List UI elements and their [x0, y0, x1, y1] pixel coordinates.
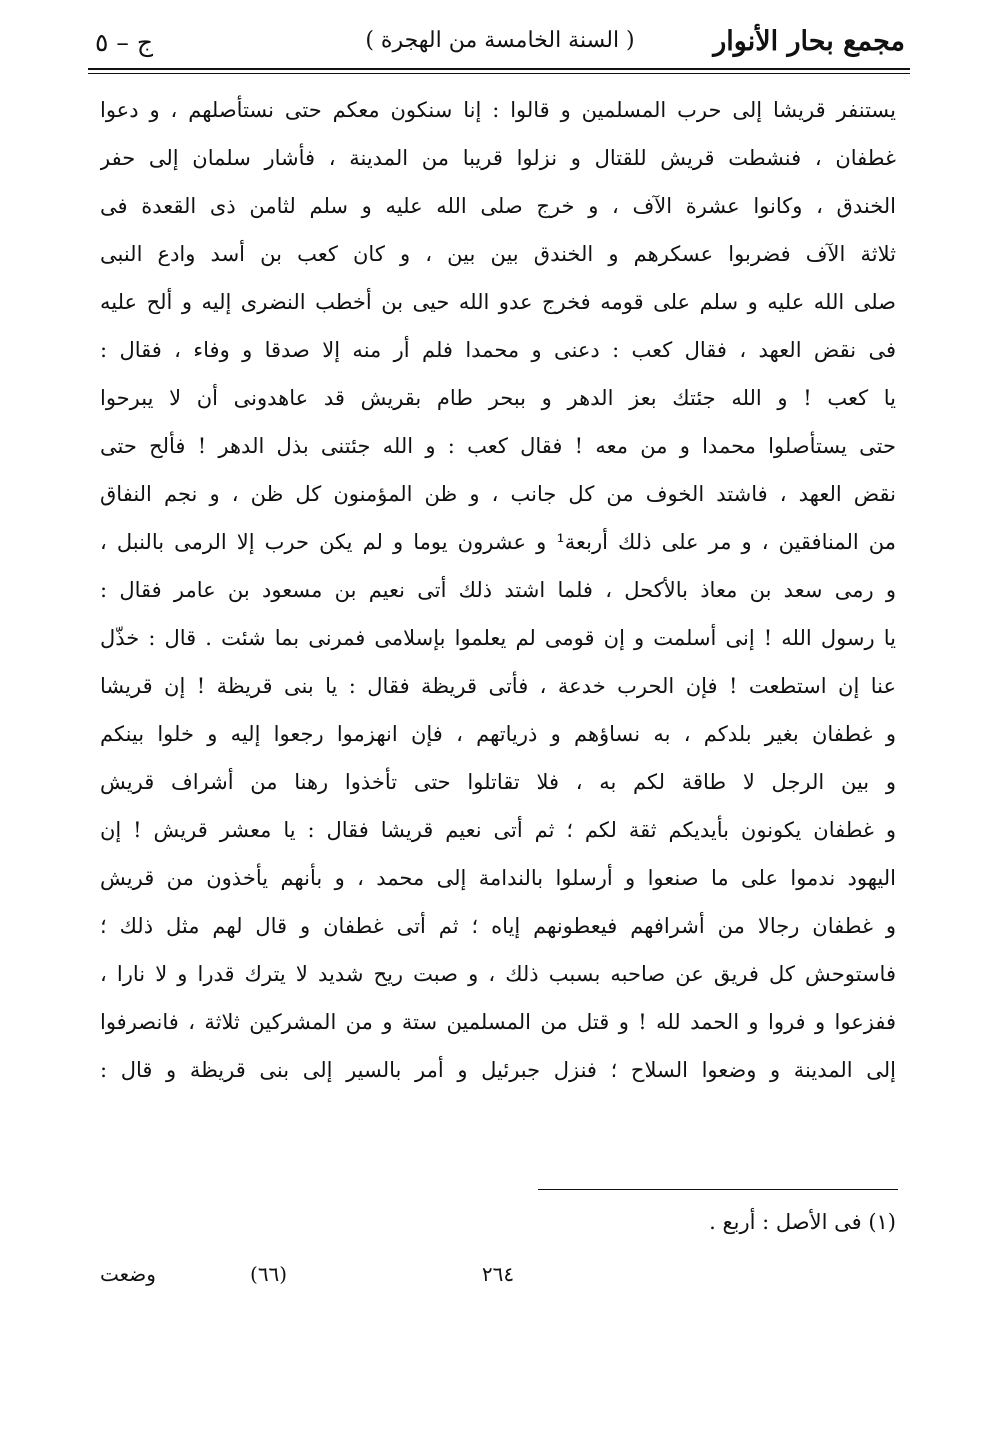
signature-mark: (٦٦): [250, 1262, 288, 1286]
book-title: مجمع بحار الأنوار: [713, 26, 905, 57]
volume-number: ج – ٥: [95, 28, 153, 57]
text-line: من المنافقين ، و مر على ذلك أربعة¹ و عشرون يوما و لم يكن حرب إلا الرمى بالنبل ،: [100, 530, 896, 554]
text-line: يا رسول الله ! إنى أسلمت و إن قومى لم يعلموا بإسلامى فمرنى بما شئت . قال : خذّل: [100, 626, 896, 650]
footnote-rule: [538, 1189, 898, 1190]
text-line: ثلاثة الآف فضربوا عسكرهم و الخندق بين بين ، و كان كعب بن أسد وادع النبى: [100, 242, 896, 266]
text-line: يا كعب ! و الله جئتك بعز الدهر و ببحر طام بقريش قد عاهدونى أن لا يبرحوا: [100, 386, 896, 410]
text-line: حتى يستأصلوا محمدا و من معه ! فقال كعب : و الله جئتنى بذل الدهر ! فألح حتى: [100, 434, 896, 458]
page-footer: [100, 1262, 896, 1298]
text-line: إلى المدينة و وضعوا السلاح ؛ فنزل جبرئيل و أمر بالسير إلى بنى قريظة و قال :: [100, 1058, 896, 1082]
main-text: [100, 86, 896, 1094]
text-line: و غطفان يكونون بأيديكم ثقة لكم ؛ ثم أتى نعيم قريشا فقال : يا معشر قريش ! إن: [100, 818, 896, 842]
running-header: [95, 20, 905, 70]
text-line: عنا إن استطعت ! فإن الحرب خدعة ، فأتى قريظة فقال : يا بنى قريظة ! إن قريشا: [100, 674, 896, 698]
text-line: صلى الله عليه و سلم على قومه فخرج عدو الله حيى بن أخطب النضرى إليه و ألح عليه: [100, 290, 896, 314]
text-line: فى نقض العهد ، فقال كعب : دعنى و محمدا فلم أر منه إلا صدقا و وفاء ، فقال :: [100, 338, 896, 362]
header-rule: [88, 68, 910, 70]
text-line: فاستوحش كل فريق عن صاحبه بسبب ذلك ، و صبت ريح شديد لا يترك قدرا و لا نارا ،: [100, 962, 896, 986]
text-line: و بين الرجل لا طاقة لكم به ، فلا تقاتلوا حتى تأخذوا رهنا من أشراف قريش: [100, 770, 896, 794]
section-title: ( السنة الخامسة من الهجرة ): [365, 28, 635, 53]
text-line: الخندق ، وكانوا عشرة الآف ، و خرج صلى الله عليه و سلم لثامن ذى القعدة فى: [100, 194, 896, 218]
catchword: وضعت: [100, 1262, 156, 1286]
text-line: اليهود ندموا على ما صنعوا و أرسلوا بالندامة إلى محمد ، و بأنهم يأخذون من قريش: [100, 866, 896, 890]
header-rule-thin: [88, 73, 910, 74]
text-line: ففزعوا و فروا و الحمد لله ! و قتل من المسلمين ستة و من المشركين ثلاثة ، فانصرفوا: [100, 1010, 896, 1034]
text-line: و رمى سعد بن معاذ بالأكحل ، فلما اشتد ذلك أتى نعيم بن مسعود بن عامر فقال :: [100, 578, 896, 602]
text-line: و غطفان بغير بلدكم ، به نساؤهم و ذرياتهم ، فإن انهزموا رجعوا إليه و خلوا بينكم: [100, 722, 896, 746]
text-line: غطفان ، فنشطت قريش للقتال و نزلوا قريبا من المدينة ، فأشار سلمان إلى حفر: [100, 146, 896, 170]
text-line: يستنفر قريشا إلى حرب المسلمين و قالوا : إنا سنكون معكم حتى نستأصلهم ، و دعوا: [100, 98, 896, 122]
page-number: ٢٦٤: [481, 1262, 515, 1286]
text-line: و غطفان رجالا من أشرافهم فيعطونهم إياه ؛ ثم أتى غطفان و قال لهم مثل ذلك ؛: [100, 914, 896, 938]
text-line: نقض العهد ، فاشتد الخوف من كل جانب ، و ظن المؤمنون كل ظن ، و نجم النفاق: [100, 482, 896, 506]
footnote: (١) فى الأصل : أربع .: [709, 1210, 896, 1234]
